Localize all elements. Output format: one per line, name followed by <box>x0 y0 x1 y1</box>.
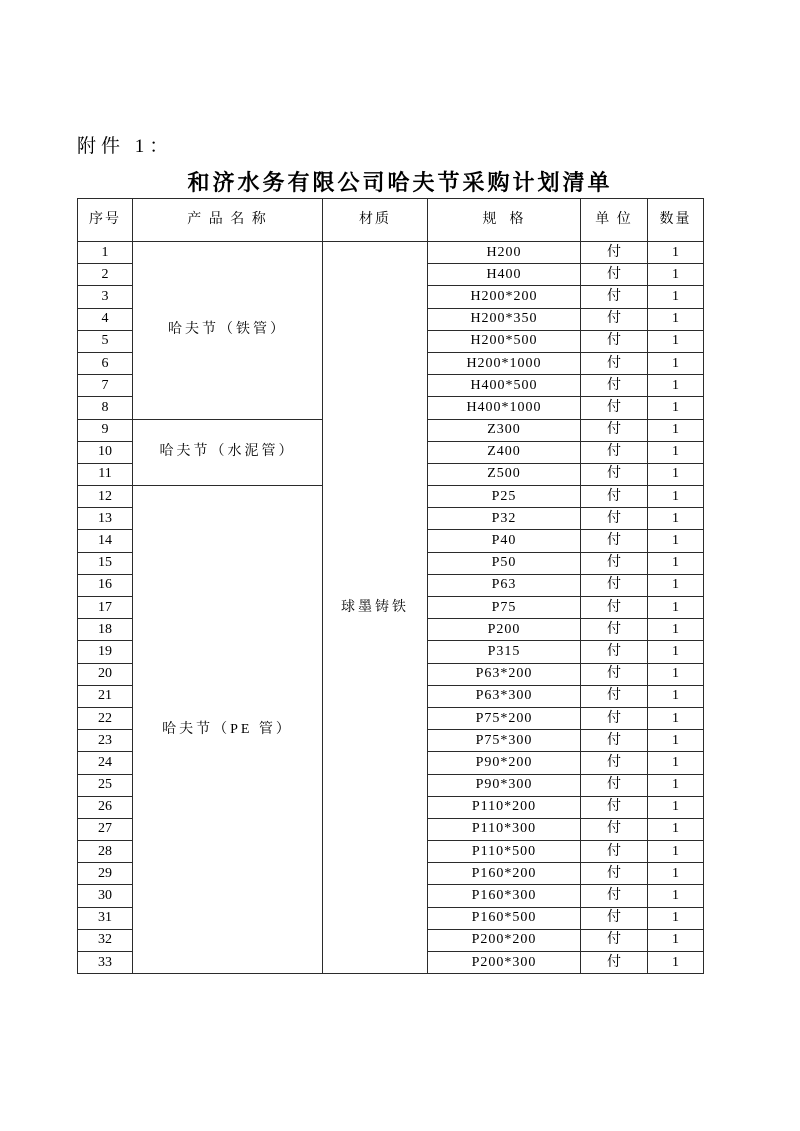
cell-unit: 付 <box>581 486 648 508</box>
cell-qty: 1 <box>648 530 704 552</box>
cell-qty: 1 <box>648 508 704 530</box>
cell-unit: 付 <box>581 441 648 463</box>
cell-unit: 付 <box>581 552 648 574</box>
cell-unit: 付 <box>581 619 648 641</box>
cell-qty: 1 <box>648 286 704 308</box>
cell-unit: 付 <box>581 597 648 619</box>
cell-unit: 付 <box>581 752 648 774</box>
cell-seq: 30 <box>78 885 133 907</box>
cell-seq: 26 <box>78 796 133 818</box>
cell-seq: 15 <box>78 552 133 574</box>
cell-spec: P63*300 <box>428 685 581 707</box>
cell-qty: 1 <box>648 863 704 885</box>
cell-unit: 付 <box>581 308 648 330</box>
cell-qty: 1 <box>648 375 704 397</box>
cell-spec: P160*300 <box>428 885 581 907</box>
table-header <box>78 199 704 242</box>
cell-unit: 付 <box>581 863 648 885</box>
cell-seq: 13 <box>78 508 133 530</box>
cell-qty: 1 <box>648 463 704 485</box>
cell-seq: 4 <box>78 308 133 330</box>
cell-seq: 21 <box>78 685 133 707</box>
cell-unit: 付 <box>581 286 648 308</box>
cell-seq: 7 <box>78 375 133 397</box>
cell-seq: 11 <box>78 463 133 485</box>
cell-seq: 14 <box>78 530 133 552</box>
cell-unit: 付 <box>581 242 648 264</box>
cell-qty: 1 <box>648 730 704 752</box>
cell-spec: P110*300 <box>428 818 581 840</box>
cell-qty: 1 <box>648 663 704 685</box>
cell-unit: 付 <box>581 264 648 286</box>
cell-spec: P32 <box>428 508 581 530</box>
cell-seq: 23 <box>78 730 133 752</box>
cell-seq: 17 <box>78 597 133 619</box>
header-spec: 规 格 <box>428 199 581 242</box>
cell-spec: P200*300 <box>428 952 581 974</box>
cell-unit: 付 <box>581 419 648 441</box>
cell-unit: 付 <box>581 463 648 485</box>
cell-spec: H200 <box>428 242 581 264</box>
cell-spec: H200*200 <box>428 286 581 308</box>
cell-spec: P25 <box>428 486 581 508</box>
cell-qty: 1 <box>648 774 704 796</box>
cell-qty: 1 <box>648 841 704 863</box>
cell-unit: 付 <box>581 774 648 796</box>
cell-unit: 付 <box>581 885 648 907</box>
cell-unit: 付 <box>581 574 648 596</box>
cell-qty: 1 <box>648 707 704 729</box>
cell-spec: P315 <box>428 641 581 663</box>
cell-spec: P160*500 <box>428 907 581 929</box>
cell-qty: 1 <box>648 597 704 619</box>
cell-unit: 付 <box>581 352 648 374</box>
cell-product-group: 哈夫节（水泥管） <box>133 419 323 486</box>
cell-unit: 付 <box>581 707 648 729</box>
cell-qty: 1 <box>648 952 704 974</box>
cell-spec: P50 <box>428 552 581 574</box>
cell-qty: 1 <box>648 308 704 330</box>
cell-spec: P160*200 <box>428 863 581 885</box>
cell-seq: 32 <box>78 929 133 951</box>
cell-spec: H400 <box>428 264 581 286</box>
cell-unit: 付 <box>581 663 648 685</box>
cell-qty: 1 <box>648 397 704 419</box>
cell-spec: Z300 <box>428 419 581 441</box>
table-body <box>78 242 704 974</box>
cell-qty: 1 <box>648 419 704 441</box>
cell-spec: P110*200 <box>428 796 581 818</box>
cell-spec: P75*200 <box>428 707 581 729</box>
cell-unit: 付 <box>581 952 648 974</box>
page-title: 和济水务有限公司哈夫节采购计划清单 <box>187 170 613 195</box>
cell-product-group: 哈夫节（铁管） <box>133 242 323 420</box>
cell-qty: 1 <box>648 264 704 286</box>
cell-spec: P75*300 <box>428 730 581 752</box>
table-row <box>78 242 704 264</box>
cell-seq: 5 <box>78 330 133 352</box>
cell-seq: 31 <box>78 907 133 929</box>
cell-unit: 付 <box>581 907 648 929</box>
cell-seq: 27 <box>78 818 133 840</box>
cell-spec: P200 <box>428 619 581 641</box>
cell-unit: 付 <box>581 796 648 818</box>
cell-unit: 付 <box>581 530 648 552</box>
cell-qty: 1 <box>648 574 704 596</box>
cell-seq: 20 <box>78 663 133 685</box>
cell-unit: 付 <box>581 508 648 530</box>
cell-spec: H200*350 <box>428 308 581 330</box>
cell-spec: H200*500 <box>428 330 581 352</box>
cell-qty: 1 <box>648 685 704 707</box>
header-row <box>78 199 704 242</box>
cell-spec: P63*200 <box>428 663 581 685</box>
cell-qty: 1 <box>648 330 704 352</box>
header-qty: 数量 <box>648 199 704 242</box>
cell-spec: P110*500 <box>428 841 581 863</box>
cell-qty: 1 <box>648 796 704 818</box>
cell-unit: 付 <box>581 818 648 840</box>
attachment-label: 附件 1： <box>77 136 174 157</box>
cell-unit: 付 <box>581 929 648 951</box>
cell-unit: 付 <box>581 841 648 863</box>
cell-seq: 29 <box>78 863 133 885</box>
cell-seq: 9 <box>78 419 133 441</box>
cell-seq: 6 <box>78 352 133 374</box>
cell-seq: 8 <box>78 397 133 419</box>
cell-seq: 12 <box>78 486 133 508</box>
cell-spec: P75 <box>428 597 581 619</box>
cell-spec: Z400 <box>428 441 581 463</box>
header-seq: 序号 <box>78 199 133 242</box>
cell-spec: P90*200 <box>428 752 581 774</box>
header-material: 材质 <box>323 199 428 242</box>
cell-product-group: 哈夫节（PE 管） <box>133 486 323 974</box>
cell-seq: 18 <box>78 619 133 641</box>
cell-seq: 24 <box>78 752 133 774</box>
header-product: 产 品 名 称 <box>133 199 323 242</box>
cell-qty: 1 <box>648 441 704 463</box>
cell-qty: 1 <box>648 486 704 508</box>
cell-qty: 1 <box>648 929 704 951</box>
cell-seq: 28 <box>78 841 133 863</box>
cell-spec: P200*200 <box>428 929 581 951</box>
cell-unit: 付 <box>581 730 648 752</box>
cell-seq: 19 <box>78 641 133 663</box>
cell-spec: P63 <box>428 574 581 596</box>
cell-unit: 付 <box>581 330 648 352</box>
cell-seq: 16 <box>78 574 133 596</box>
cell-unit: 付 <box>581 641 648 663</box>
cell-qty: 1 <box>648 752 704 774</box>
cell-unit: 付 <box>581 685 648 707</box>
cell-qty: 1 <box>648 619 704 641</box>
cell-unit: 付 <box>581 375 648 397</box>
cell-seq: 25 <box>78 774 133 796</box>
cell-seq: 10 <box>78 441 133 463</box>
cell-spec: H200*1000 <box>428 352 581 374</box>
cell-material: 球墨铸铁 <box>323 242 428 974</box>
cell-spec: Z500 <box>428 463 581 485</box>
cell-qty: 1 <box>648 352 704 374</box>
cell-unit: 付 <box>581 397 648 419</box>
header-unit: 单 位 <box>581 199 648 242</box>
cell-qty: 1 <box>648 242 704 264</box>
cell-seq: 1 <box>78 242 133 264</box>
cell-qty: 1 <box>648 885 704 907</box>
cell-spec: H400*500 <box>428 375 581 397</box>
cell-seq: 22 <box>78 707 133 729</box>
cell-qty: 1 <box>648 907 704 929</box>
cell-qty: 1 <box>648 552 704 574</box>
cell-qty: 1 <box>648 818 704 840</box>
cell-seq: 2 <box>78 264 133 286</box>
cell-seq: 33 <box>78 952 133 974</box>
cell-spec: P90*300 <box>428 774 581 796</box>
cell-spec: P40 <box>428 530 581 552</box>
cell-spec: H400*1000 <box>428 397 581 419</box>
cell-seq: 3 <box>78 286 133 308</box>
cell-qty: 1 <box>648 641 704 663</box>
procurement-table <box>77 198 704 974</box>
